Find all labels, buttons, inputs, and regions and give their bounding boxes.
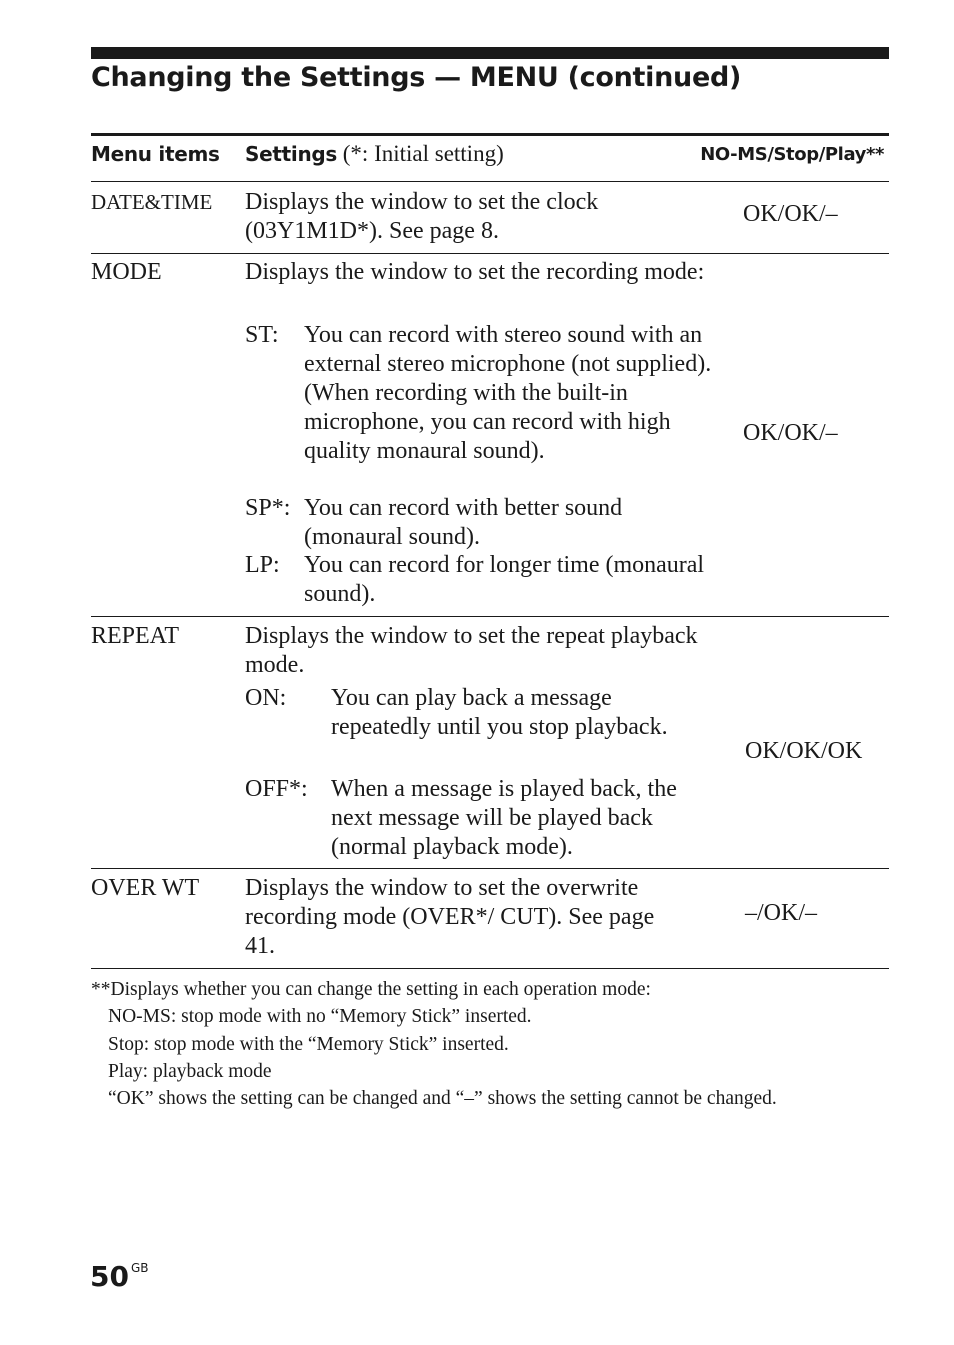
option-label-lp: LP:	[245, 552, 280, 578]
setting-desc-repeat: Displays the window to set the repeat playback mode.	[245, 623, 698, 678]
modes-repeat: OK/OK/OK	[745, 738, 863, 764]
option-label-off: OFF*:	[245, 776, 308, 802]
modes-mode: OK/OK/–	[743, 420, 838, 446]
header-settings: Settings (*: Initial setting)	[245, 141, 504, 166]
modes-over-wt: –/OK/–	[745, 900, 817, 926]
menu-item-date-time: DATE&TIME	[91, 190, 213, 214]
setting-desc-over-wt: Displays the window to set the overwrite recording mode (OVER*/ CUT). See page 41.	[245, 875, 655, 959]
header-modes: NO-MS/Stop/Play**	[700, 144, 884, 165]
footnote-line: NO-MS: stop mode with no “Memory Stick” inserted.	[108, 1006, 532, 1028]
page-title: Changing the Settings — MENU (continued)	[91, 62, 742, 93]
page-suffix: GB	[130, 1261, 149, 1275]
footnote	[91, 976, 891, 1112]
option-label-st: ST:	[245, 322, 279, 348]
menu-item-repeat: REPEAT	[91, 623, 180, 649]
row-divider	[91, 181, 889, 182]
option-text-st: You can record with stereo sound with an external stereo microphone (not supplied). (When recording with the built-in microphone, you can record with high quality monaural sound).	[304, 322, 712, 464]
title-rule	[91, 47, 889, 59]
menu-item-over-wt: OVER WT	[91, 875, 200, 901]
table-bottom-rule	[91, 968, 889, 969]
page-number: 50 $^{GB}$	[90, 1260, 149, 1293]
row-divider	[91, 253, 889, 254]
footnote-line: Stop: stop mode with the “Memory Stick” inserted.	[108, 1033, 509, 1055]
option-text-off: When a message is played back, the next message will be played back (normal playback mode).	[331, 776, 677, 860]
setting-desc-mode: Displays the window to set the recording mode:	[245, 259, 705, 285]
option-text-lp: You can record for longer time (monaural sound).	[304, 552, 705, 607]
footnote-intro: **Displays whether you can change the setting in each operation mode:	[91, 979, 651, 1000]
setting-desc-date-time: Displays the window to set the clock (03Y1M1D*). See page 8.	[245, 189, 599, 244]
header-settings-note: (*: Initial setting)	[337, 141, 504, 166]
row-divider	[91, 868, 889, 869]
table-top-rule	[91, 133, 889, 136]
footnote-line: Play: playback mode	[108, 1060, 272, 1082]
option-label-sp: SP*:	[245, 495, 291, 521]
menu-item-mode: MODE	[91, 259, 162, 285]
header-menu-items: Menu items	[91, 142, 220, 166]
option-label-on: ON:	[245, 685, 287, 711]
footnote-line: “OK” shows the setting can be changed and “–” shows the setting cannot be changed.	[108, 1088, 777, 1110]
option-text-on: You can play back a message repeatedly until you stop playback.	[331, 685, 668, 740]
option-text-sp: You can record with better sound (monaural sound).	[304, 495, 623, 550]
row-divider	[91, 616, 889, 617]
modes-date-time: OK/OK/–	[743, 201, 838, 227]
